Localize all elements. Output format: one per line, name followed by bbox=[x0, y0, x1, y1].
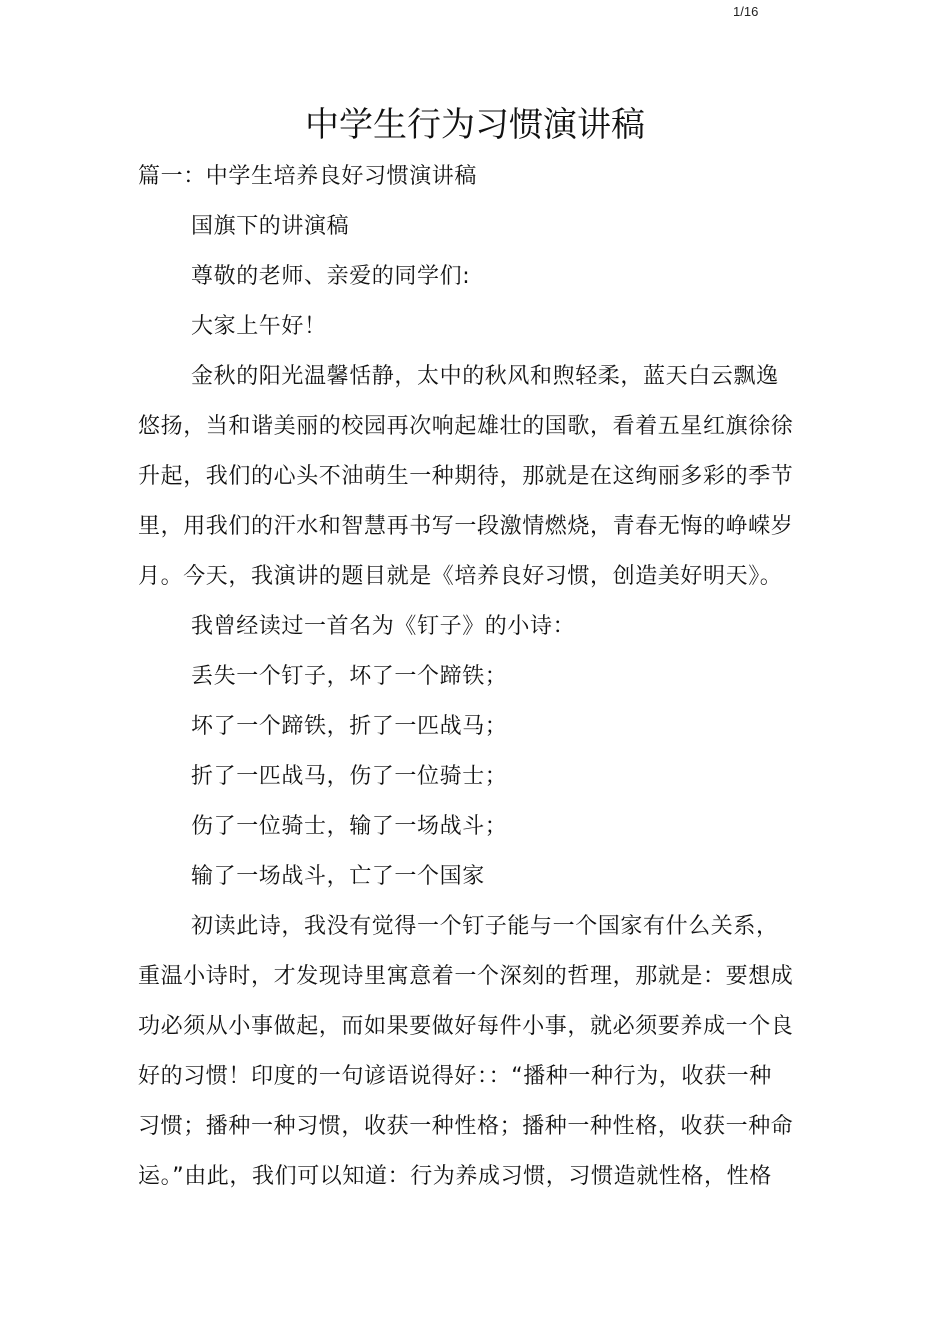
paragraph-line: 里，用我们的汗水和智慧再书写一段激情燃烧，青春无悔的峥嵘岁 bbox=[138, 514, 794, 539]
paragraph-line: 重温小诗时，才发现诗里寓意着一个深刻的哲理，那就是：要想成 bbox=[138, 964, 794, 989]
paragraph-line: 我曾经读过一首名为《钉子》的小诗： bbox=[191, 614, 576, 639]
document-title: 中学生行为习惯演讲稿 bbox=[305, 105, 645, 145]
poem-line: 丢失一个钉子，坏了一个蹄铁； bbox=[191, 664, 508, 689]
paragraph-line: 月。今天，我演讲的题目就是《培养良好习惯，创造美好明天》。 bbox=[138, 564, 783, 589]
section-heading: 篇一：中学生培养良好习惯演讲稿 bbox=[138, 164, 478, 189]
paragraph-line: 运。”由此，我们可以知道：行为养成习惯，习惯造就性格，性格 bbox=[138, 1164, 772, 1189]
paragraph-line: 功必须从小事做起，而如果要做好每件小事，就必须要养成一个良 bbox=[138, 1014, 794, 1039]
document-body bbox=[138, 152, 828, 1202]
paragraph-line: 升起，我们的心头不油萌生一种期待，那就是在这绚丽多彩的季节 bbox=[138, 464, 794, 489]
speech-subtitle: 国旗下的讲演稿 bbox=[191, 214, 350, 239]
paragraph-line: 悠扬，当和谐美丽的校园再次响起雄壮的国歌，看着五星红旗徐徐 bbox=[138, 414, 794, 439]
page-number: 1/16 bbox=[733, 4, 759, 19]
paragraph-line: 好的习惯！印度的一句谚语说得好：：“播种一种行为，收获一种 bbox=[138, 1064, 772, 1089]
poem-line: 坏了一个蹄铁，折了一匹战马； bbox=[191, 714, 508, 739]
poem-line: 伤了一位骑士，输了一场战斗； bbox=[191, 814, 508, 839]
poem-line: 输了一场战斗，亡了一个国家 bbox=[191, 864, 485, 889]
greeting: 大家上午好！ bbox=[191, 314, 327, 339]
paragraph-line: 习惯；播种一种习惯，收获一种性格；播种一种性格，收获一种命 bbox=[138, 1114, 794, 1139]
paragraph-line: 初读此诗，我没有觉得一个钉子能与一个国家有什么关系， bbox=[191, 914, 779, 939]
salutation: 尊敬的老师、亲爱的同学们: bbox=[191, 264, 471, 289]
poem-line: 折了一匹战马，伤了一位骑士； bbox=[191, 764, 508, 789]
paragraph-line: 金秋的阳光温馨恬静，太中的秋风和煦轻柔，蓝天白云飘逸 bbox=[191, 364, 779, 389]
